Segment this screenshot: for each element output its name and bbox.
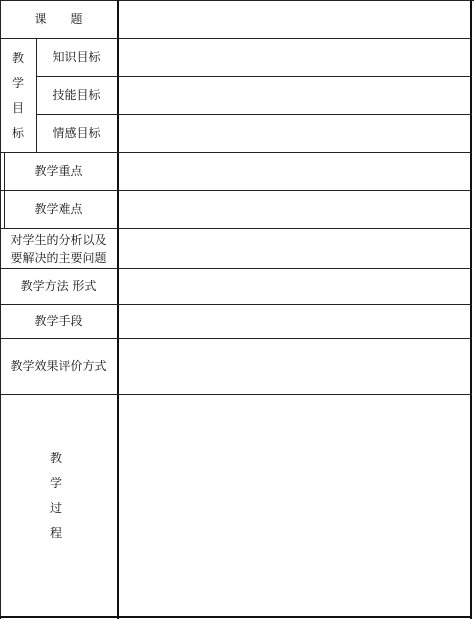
student-analysis-label-line2: 要解决的主要问题 — [10, 251, 107, 265]
process-field[interactable] — [120, 395, 470, 616]
key-points-field[interactable] — [120, 153, 470, 190]
objectives-group-label — [0, 46, 36, 146]
objectives-char-4: 标 — [11, 126, 24, 140]
method-field[interactable] — [120, 269, 470, 304]
border-bottom — [0, 616, 472, 618]
process-char-3: 过 — [49, 501, 62, 515]
evaluation-field[interactable] — [120, 339, 470, 394]
method-label: 教学方法 形式 — [20, 279, 97, 293]
skill-objective-label: 技能目标 — [52, 88, 101, 102]
process-char-1: 教 — [49, 451, 62, 465]
difficult-points-label: 教学难点 — [34, 202, 83, 216]
difficult-points-field[interactable] — [120, 191, 470, 228]
emotion-objective-label: 情感目标 — [52, 126, 101, 140]
border-right — [470, 0, 472, 619]
student-analysis-label-line1: 对学生的分析以及 — [10, 233, 107, 247]
topic-field[interactable] — [120, 1, 470, 38]
objectives-char-2: 学 — [11, 76, 24, 90]
process-label — [40, 446, 72, 546]
knowledge-objective-label: 知识目标 — [52, 50, 101, 64]
evaluation-label: 教学效果评价方式 — [10, 359, 107, 373]
skill-objective-field[interactable] — [120, 77, 470, 114]
process-char-2: 学 — [49, 476, 62, 490]
objectives-char-3: 目 — [11, 101, 24, 115]
means-label: 教学手段 — [34, 314, 83, 328]
means-field[interactable] — [120, 305, 470, 338]
knowledge-objective-field[interactable] — [120, 39, 470, 76]
objectives-char-1: 教 — [11, 51, 24, 65]
label-content-separator — [117, 0, 119, 619]
process-char-4: 程 — [49, 526, 62, 540]
emotion-objective-field[interactable] — [120, 115, 470, 152]
key-points-label: 教学重点 — [34, 164, 83, 178]
topic-label: 课 题 — [34, 12, 83, 26]
student-analysis-field[interactable] — [120, 229, 470, 268]
